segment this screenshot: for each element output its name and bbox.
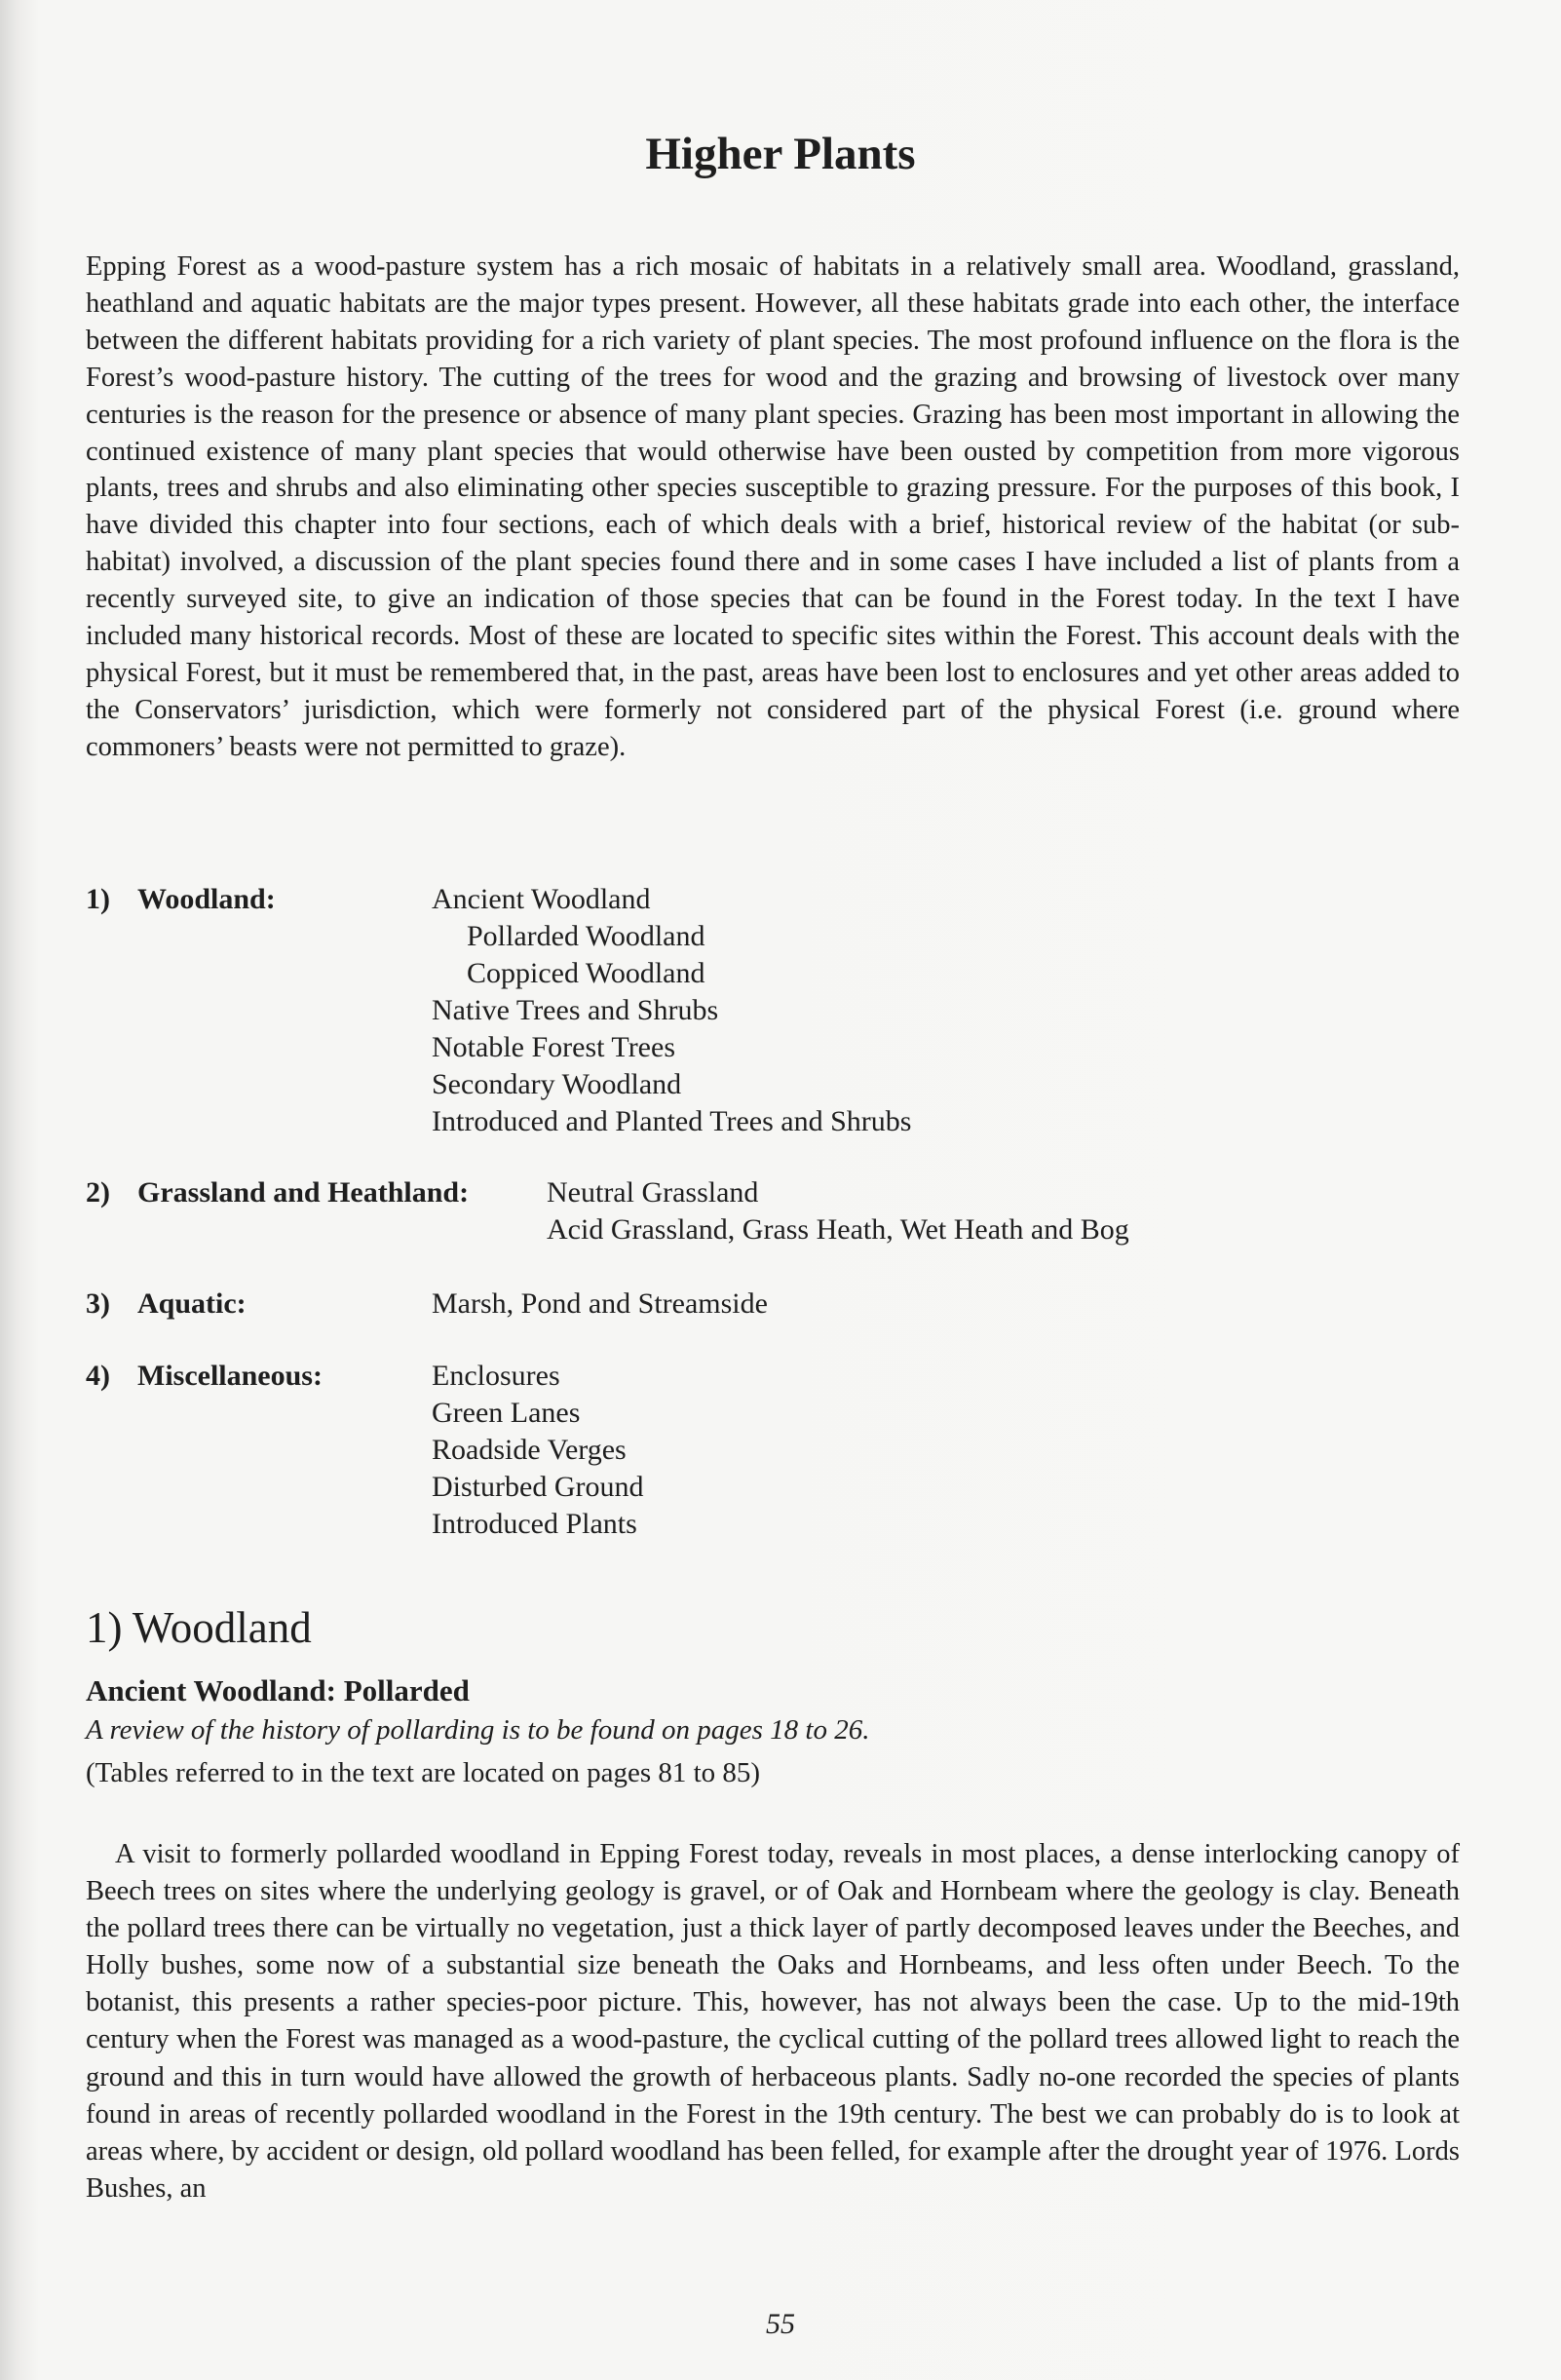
section-item: Coppiced Woodland: [467, 957, 705, 989]
intro-paragraph: Epping Forest as a wood-pasture system has a rich mosaic of habitats in a relatively small area. Woodland, grassland, heathland and aquatic habitats are the major types present. However, all these habitats grade into each other, the interface between the different habitats providing for a rich variety of plant species. The most profound influence on the flora is the Forest’s wood-pasture history. The cutting of the trees for wood and the grazing and browsing of livestock over many centuries is the reason for the presence or absence of many plant species. Grazing has been most important in allowing the continued existence of many plant species that would otherwise have been ousted by competition from more vigorous plants, trees and shrubs and also eliminating other species susceptible to grazing pressure. For the purposes of this book, I have divided this chapter into four sections, each of which deals with a brief, historical review of the habitat (or sub-habitat) involved, a discussion of the plant species found there and in some cases I have included a list of plants from a recently surveyed site, to give an indication of those species that can be found in the Forest today. In the text I have included many historical records. Most of these are located to specific sites within the Forest. This account deals with the physical Forest, but it must be remembered that, in the past, areas have been lost to enclosures and yet other areas added to the Conservators’ jurisdiction, which were formerly not considered part of the physical Forest (i.e. ground where commoners’ beasts were not permitted to graze).: [86, 251, 1460, 762]
section-items: [432, 1286, 768, 1323]
pollarding-review-note: A review of the history of pollarding is to be found on pages 18 to 26.: [86, 1714, 870, 1746]
section-item: Native Trees and Shrubs: [432, 994, 719, 1026]
section-items: [432, 881, 911, 1140]
section-heading: Aquatic:: [137, 1287, 247, 1320]
section-item: Acid Grassland, Grass Heath, Wet Heath and Bog: [547, 1213, 1129, 1246]
section-item: Marsh, Pond and Streamside: [432, 1287, 768, 1320]
section-number: 1): [86, 883, 110, 915]
section-items: [547, 1174, 1129, 1248]
section-heading: Miscellaneous:: [137, 1360, 323, 1392]
tables-note: (Tables referred to in the text are located on pages 81 to 85): [86, 1757, 761, 1788]
ancient-woodland-subheading: Ancient Woodland: Pollarded: [86, 1673, 470, 1708]
section-item: Notable Forest Trees: [432, 1031, 675, 1063]
section-item: Green Lanes: [432, 1397, 581, 1429]
page-title: Higher Plants: [645, 129, 916, 179]
section-number: 3): [86, 1287, 110, 1320]
section-number: 2): [86, 1176, 110, 1209]
section-number: 4): [86, 1360, 110, 1392]
section-item: Introduced Plants: [432, 1508, 637, 1540]
section-item: Pollarded Woodland: [467, 920, 705, 952]
section-item: Neutral Grassland: [547, 1176, 759, 1209]
section-items: [432, 1358, 643, 1543]
woodland-body-paragraph: A visit to formerly pollarded woodland in Epping Forest today, reveals in most places, a dense interlocking canopy of Beech trees on sites where the underlying geology is gravel, or of Oak and Hornbeam where the geology is clay. Beneath the pollard trees there can be virtually no vegetation, just a thick layer of partly decomposed leaves under the Beeches, and Holly bushes, some now of a substantial size beneath the Oaks and Hornbeams, and less often under Beech. To the botanist, this presents a rather species-poor picture. This, however, has not always been the case. Up to the mid-19th century when the Forest was managed as a wood-pasture, the cyclical cutting of the pollard trees allowed light to reach the ground and this in turn would have allowed the growth of herbaceous plants. Sadly no-one recorded the species of plants found in areas of recently pollarded woodland in the Forest in the 19th century. The best we can probably do is to look at areas where, by accident or design, old pollard woodland has been felled, for example after the drought year of 1976. Lords Bushes, an: [86, 1839, 1460, 2204]
section-heading: Woodland:: [137, 883, 276, 915]
section-item: Disturbed Ground: [432, 1471, 644, 1503]
section-item: Secondary Woodland: [432, 1068, 682, 1100]
woodland-heading: 1) Woodland: [86, 1603, 312, 1652]
section-heading: Grassland and Heathland:: [137, 1176, 470, 1209]
section-item: Ancient Woodland: [432, 883, 651, 915]
section-item: Introduced and Planted Trees and Shrubs: [432, 1105, 912, 1137]
section-item: Roadside Verges: [432, 1434, 627, 1466]
section-item: Enclosures: [432, 1360, 560, 1392]
page-number: 55: [766, 2308, 795, 2340]
